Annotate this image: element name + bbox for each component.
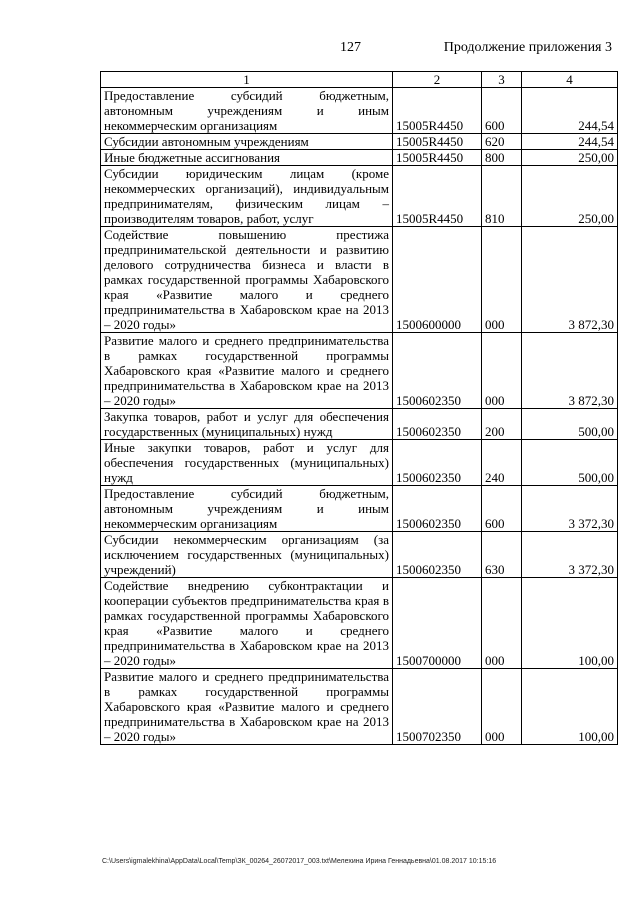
- table-row: [101, 532, 618, 578]
- row-vr-cell: 800: [482, 150, 522, 166]
- row-sum-cell: 3 872,30: [522, 333, 618, 409]
- row-sum-cell: 3 872,30: [522, 227, 618, 333]
- row-vr-cell: 000: [482, 333, 522, 409]
- row-vr-cell: 810: [482, 166, 522, 227]
- row-vr-cell: 000: [482, 578, 522, 669]
- row-name-cell: Субсидии некоммерческим организациям (за исключением государственных (муниципальных) учреждений): [101, 532, 393, 578]
- column-header-4: 4: [522, 72, 618, 88]
- row-vr-cell: 240: [482, 440, 522, 486]
- row-csr-cell: 1500600000: [393, 227, 482, 333]
- table-row: [101, 134, 618, 150]
- row-csr-cell: 15005R4450: [393, 88, 482, 134]
- row-sum-cell: 244,54: [522, 134, 618, 150]
- row-csr-cell: 15005R4450: [393, 166, 482, 227]
- table-row: [101, 486, 618, 532]
- row-csr-cell: 1500602350: [393, 486, 482, 532]
- row-vr-cell: 200: [482, 409, 522, 440]
- budget-table: [100, 71, 618, 745]
- row-vr-cell: 000: [482, 227, 522, 333]
- row-name-cell: Закупка товаров, работ и услуг для обеспечения государственных (муниципальных) нужд: [101, 409, 393, 440]
- row-name-cell: Содействие повышению престижа предпринимательской деятельности и развитию делового сотрудничества бизнеса и власти в рамках государственной программы Хабаровского края «Развитие малого и среднего предпринимательства в Хабаровском крае на 2013 – 2020 годы»: [101, 227, 393, 333]
- table-row: [101, 409, 618, 440]
- row-sum-cell: 3 372,30: [522, 532, 618, 578]
- row-sum-cell: 250,00: [522, 166, 618, 227]
- row-name-cell: Предоставление субсидий бюджетным, автономным учреждениям и иным некоммерческим организациям: [101, 88, 393, 134]
- row-vr-cell: 000: [482, 669, 522, 745]
- row-sum-cell: 250,00: [522, 150, 618, 166]
- row-sum-cell: 244,54: [522, 88, 618, 134]
- row-name-cell: Иные бюджетные ассигнования: [101, 150, 393, 166]
- table-row: [101, 440, 618, 486]
- table-row: [101, 578, 618, 669]
- row-name-cell: Иные закупки товаров, работ и услуг для обеспечения государственных (муниципальных) нужд: [101, 440, 393, 486]
- row-csr-cell: 1500602350: [393, 532, 482, 578]
- row-sum-cell: 3 372,30: [522, 486, 618, 532]
- row-csr-cell: 1500702350: [393, 669, 482, 745]
- continuation-caption: Продолжение приложения 3: [443, 40, 612, 55]
- table-row: [101, 166, 618, 227]
- row-csr-cell: 1500602350: [393, 409, 482, 440]
- row-name-cell: Развитие малого и среднего предпринимательства в рамках государственной программы Хабаровского края «Развитие малого и среднего предпринимательства в Хабаровском крае на 2013 – 2020 годы»: [101, 333, 393, 409]
- table-row: [101, 88, 618, 134]
- row-name-cell: Развитие малого и среднего предпринимательства в рамках государственной программы Хабаровского края «Развитие малого и среднего предпринимательства в Хабаровском крае на 2013 – 2020 годы»: [101, 669, 393, 745]
- table-row: [101, 669, 618, 745]
- column-header-3: 3: [482, 72, 522, 88]
- page-number: 127: [340, 40, 361, 55]
- row-sum-cell: 100,00: [522, 578, 618, 669]
- row-vr-cell: 620: [482, 134, 522, 150]
- row-name-cell: Субсидии автономным учреждениям: [101, 134, 393, 150]
- column-header-2: 2: [393, 72, 482, 88]
- row-vr-cell: 600: [482, 486, 522, 532]
- row-csr-cell: 1500602350: [393, 333, 482, 409]
- table-row: [101, 227, 618, 333]
- row-sum-cell: 500,00: [522, 440, 618, 486]
- row-name-cell: Предоставление субсидий бюджетным, автономным учреждениям и иным некоммерческим организациям: [101, 486, 393, 532]
- column-header-1: 1: [101, 72, 393, 88]
- column-number-row: [101, 72, 618, 88]
- table-row: [101, 333, 618, 409]
- row-csr-cell: 1500602350: [393, 440, 482, 486]
- row-csr-cell: 15005R4450: [393, 150, 482, 166]
- row-sum-cell: 100,00: [522, 669, 618, 745]
- row-csr-cell: 15005R4450: [393, 134, 482, 150]
- row-name-cell: Содействие внедрению субконтрактации и кооперации субъектов предпринимательства края в рамках государственной программы Хабаровского края «Развитие малого и среднего предпринимательства в Хабаровском крае на 2013 – 2020 годы»: [101, 578, 393, 669]
- row-vr-cell: 630: [482, 532, 522, 578]
- row-sum-cell: 500,00: [522, 409, 618, 440]
- row-vr-cell: 600: [482, 88, 522, 134]
- row-csr-cell: 1500700000: [393, 578, 482, 669]
- row-name-cell: Субсидии юридическим лицам (кроме некоммерческих организаций), индивидуальным предпринимателям, физическим лицам – производителям товаров, работ, услуг: [101, 166, 393, 227]
- table-row: [101, 150, 618, 166]
- file-path-footer: C:\Users\igmalekhina\AppData\Local\Temp\ЗК_00264_26072017_003.txt\Мелехина Ирина Геннадьевна\01.08.2017 10:15:16: [102, 858, 497, 865]
